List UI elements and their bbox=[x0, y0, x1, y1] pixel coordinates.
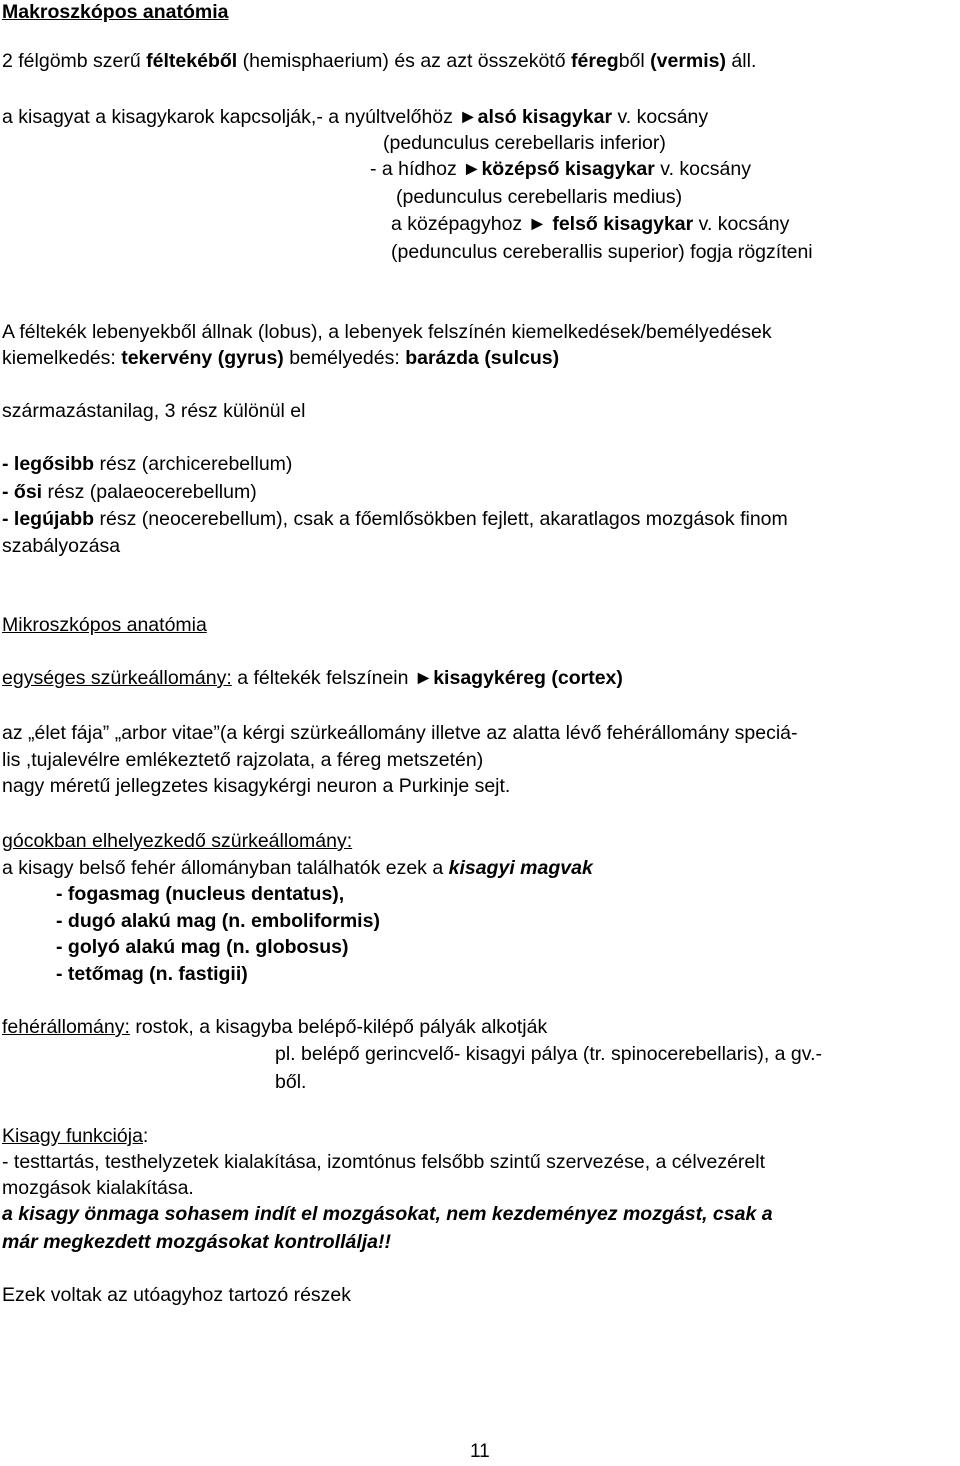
paragraph-line: lis ,tujalevélre emlékeztető rajzolata, a féreg metszetén) bbox=[2, 749, 484, 771]
list-item: - legősibb rész (archicerebellum) bbox=[2, 453, 293, 475]
paragraph-line: (pedunculus cereberallis superior) fogja rögzíteni bbox=[391, 241, 813, 263]
list-item: - dugó alakú mag (n. emboliformis) bbox=[56, 910, 380, 932]
subheading-gocok: gócokban elhelyezkedő szürkeállomány: bbox=[2, 830, 353, 852]
paragraph-line: a középagyhoz ► felső kisagykar v. kocsány bbox=[391, 213, 790, 235]
heading-makroszkopos-anatomia: Makroszkópos anatómia bbox=[2, 1, 229, 23]
paragraph-line: a kisagyat a kisagykarok kapcsolják,- a nyúltvelőhöz ►alsó kisagykar v. kocsány bbox=[2, 106, 709, 128]
paragraph-line: egységes szürkeállomány: a féltekék felszínein ►kisagykéreg (cortex) bbox=[2, 667, 623, 689]
paragraph-line: a kisagy önmaga sohasem indít el mozgásokat, nem kezdeményez mozgást, csak a bbox=[2, 1203, 773, 1225]
paragraph-line: (pedunculus cerebellaris inferior) bbox=[383, 132, 666, 154]
paragraph-line: - a hídhoz ►középső kisagykar v. kocsány bbox=[370, 158, 751, 180]
paragraph-line: A féltekék lebenyekből állnak (lobus), a lebenyek felszínén kiemelkedések/bemélyedések bbox=[2, 321, 772, 343]
paragraph-line: pl. belépő gerincvelő- kisagyi pálya (tr. spinocerebellaris), a gv.- bbox=[275, 1043, 822, 1065]
paragraph-line: Ezek voltak az utóagyhoz tartozó részek bbox=[2, 1284, 352, 1306]
heading-kisagy-funkcioja: Kisagy funkciója: bbox=[2, 1125, 149, 1147]
paragraph-line: származástanilag, 3 rész különül el bbox=[2, 400, 306, 422]
paragraph-line: a kisagy belső fehér állományban találhatók ezek a kisagyi magvak bbox=[2, 857, 593, 879]
list-item: - legújabb rész (neocerebellum), csak a főemlősökben fejlett, akaratlagos mozgások finom bbox=[2, 508, 788, 530]
list-item: - tetőmag (n. fastigii) bbox=[56, 963, 248, 985]
paragraph-line: az „élet fája” „arbor vitae”(a kérgi szürkeállomány illetve az alatta lévő fehérállomány speciá- bbox=[2, 722, 798, 744]
paragraph-line: nagy méretű jellegzetes kisagykérgi neuron a Purkinje sejt. bbox=[2, 775, 511, 797]
paragraph-line: ből. bbox=[275, 1071, 307, 1093]
paragraph-line: fehérállomány: rostok, a kisagyba belépő-kilépő pályák alkotják bbox=[2, 1016, 548, 1038]
paragraph-line: már megkezdett mozgásokat kontrollálja!! bbox=[2, 1231, 392, 1253]
paragraph-line: kiemelkedés: tekervény (gyrus) bemélyedés: barázda (sulcus) bbox=[2, 347, 560, 369]
paragraph-line: szabályozása bbox=[2, 535, 121, 557]
page-number: 11 bbox=[470, 1441, 490, 1462]
list-item: - fogasmag (nucleus dentatus), bbox=[56, 883, 345, 905]
paragraph-line: (pedunculus cerebellaris medius) bbox=[396, 186, 683, 208]
heading-mikroszkopos-anatomia: Mikroszkópos anatómia bbox=[2, 614, 207, 636]
list-item: - ősi rész (palaeocerebellum) bbox=[2, 481, 257, 503]
paragraph-line: 2 félgömb szerű féltekéből (hemisphaerium) és az azt összekötő féregből (vermis) áll. bbox=[2, 50, 757, 72]
paragraph-line: mozgások kialakítása. bbox=[2, 1177, 194, 1199]
list-item: - golyó alakú mag (n. globosus) bbox=[56, 936, 349, 958]
paragraph-line: - testtartás, testhelyzetek kialakítása, izomtónus felsőbb szintű szervezése, a célvezérelt bbox=[2, 1151, 766, 1173]
